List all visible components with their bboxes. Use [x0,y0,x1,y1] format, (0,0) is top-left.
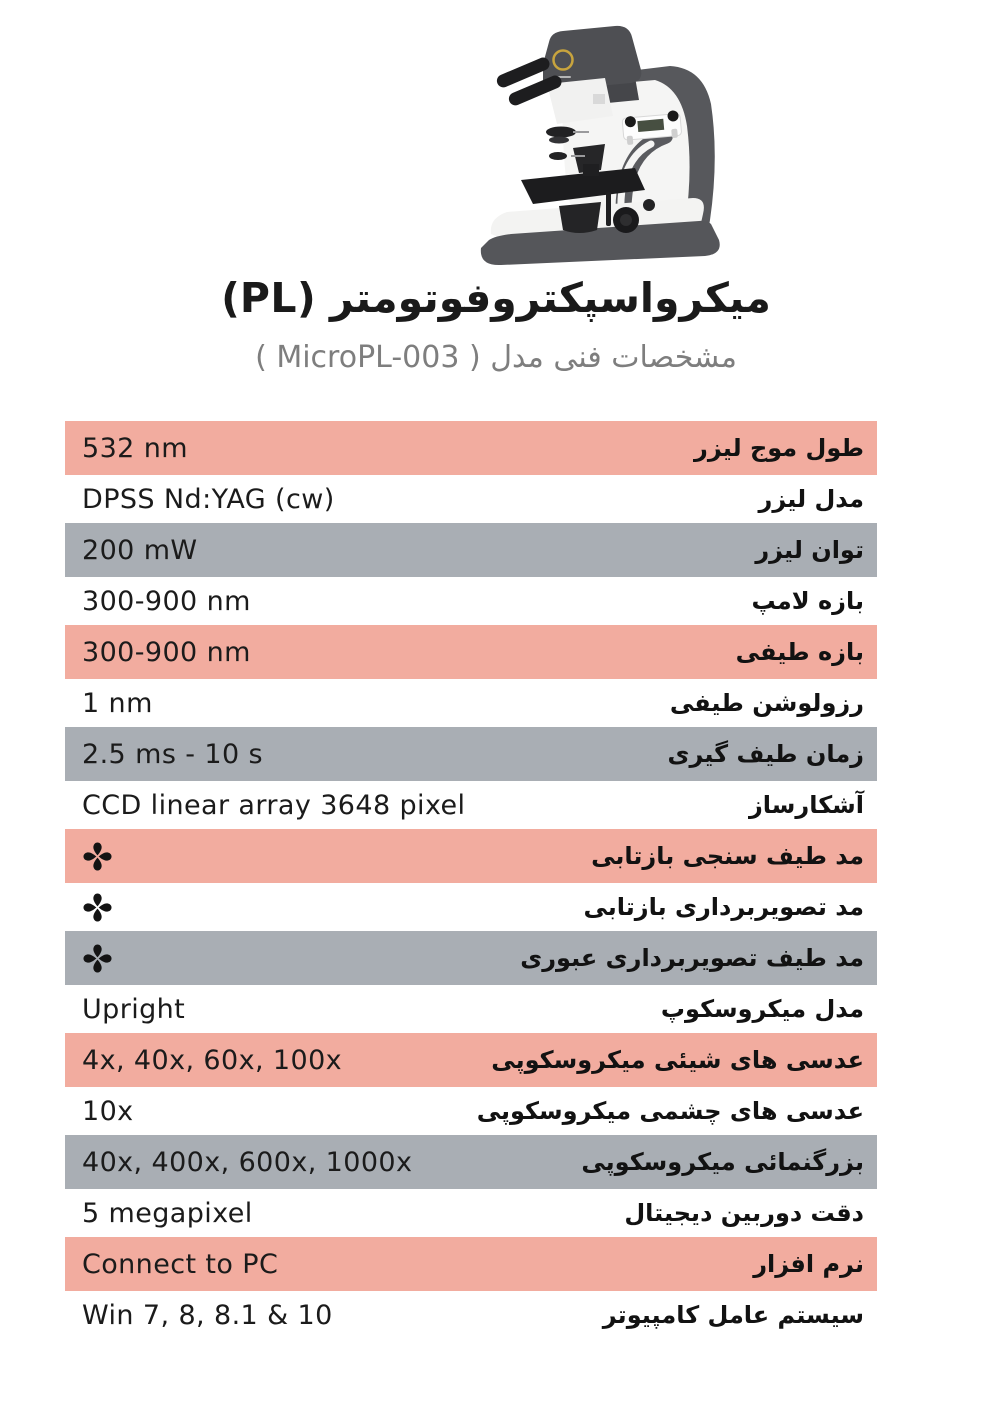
spec-label: آشکارساز [748,791,864,819]
spec-value: Win 7, 8, 8.1 & 10 [82,1299,333,1331]
spec-label: سیستم عامل کامپیوتر [602,1301,864,1329]
spec-row [65,1291,877,1339]
page-subtitle: مشخصات فنی مدل ( MicroPL-003 ) [255,340,737,375]
spec-table [65,421,877,1339]
spec-value: Connect to PC [82,1248,279,1280]
spec-row [65,883,877,931]
spec-value: 10x [82,1095,134,1127]
spec-label: توان لیزر [755,536,864,564]
spec-row [65,829,877,883]
spec-row [65,577,877,625]
check-flower-icon [65,942,114,975]
spec-value: 300-900 nm [82,636,251,668]
spec-value: 1 nm [82,687,153,719]
spec-label: بازه طیفی [735,638,864,666]
spec-row [65,679,877,727]
spec-label: نرم افزار [753,1250,864,1278]
spec-value: 40x, 400x, 600x, 1000x [82,1146,413,1178]
spec-label: مد طیف سنجی بازتابی [591,842,864,870]
spec-row [65,625,877,679]
microscope-product-image [455,8,765,280]
spec-row [65,727,877,781]
spec-label: مدل لیزر [758,485,864,513]
spec-row [65,985,877,1033]
spec-value: 4x, 40x, 60x, 100x [82,1044,343,1076]
spec-label: زمان طیف گیری [667,740,864,768]
spec-value: DPSS Nd:YAG (cw) [82,483,335,515]
check-flower-icon [65,891,114,924]
spec-row [65,421,877,475]
spec-value: Upright [82,993,186,1025]
spec-value: 2.5 ms - 10 s [82,738,264,770]
spec-row [65,781,877,829]
microscope-illustration [455,8,765,280]
spec-row [65,1237,877,1291]
spec-row [65,1033,877,1087]
spec-label: مد تصویربرداری بازتابی [583,893,864,921]
spec-value: 5 megapixel [82,1197,253,1229]
spec-label: مدل میکروسکوپ [660,995,864,1023]
spec-label: عدسی های شیئی میکروسکوپی [491,1046,864,1074]
spec-row [65,475,877,523]
spec-row [65,523,877,577]
spec-value: 300-900 nm [82,585,251,617]
spec-row [65,1087,877,1135]
spec-row [65,1189,877,1237]
page-title: میکرواسپکتروفوتومتر (PL) [221,274,771,322]
spec-label: رزولوشن طیفی [669,689,864,717]
spec-row [65,931,877,985]
spec-value: 532 nm [82,432,188,464]
check-flower-icon [65,840,114,873]
spec-label: دقت دوربین دیجیتال [624,1199,864,1227]
spec-value: CCD linear array 3648 pixel [82,789,466,821]
spec-label: بازه لامپ [751,587,864,615]
spec-row [65,1135,877,1189]
spec-value: 200 mW [82,534,198,566]
spec-label: بزرگنمائی میکروسکوپی [581,1148,864,1176]
spec-label: عدسی های چشمی میکروسکوپی [476,1097,864,1125]
spec-label: مد طیف تصویربرداری عبوری [520,944,864,972]
spec-label: طول موج لیزر [694,434,864,462]
